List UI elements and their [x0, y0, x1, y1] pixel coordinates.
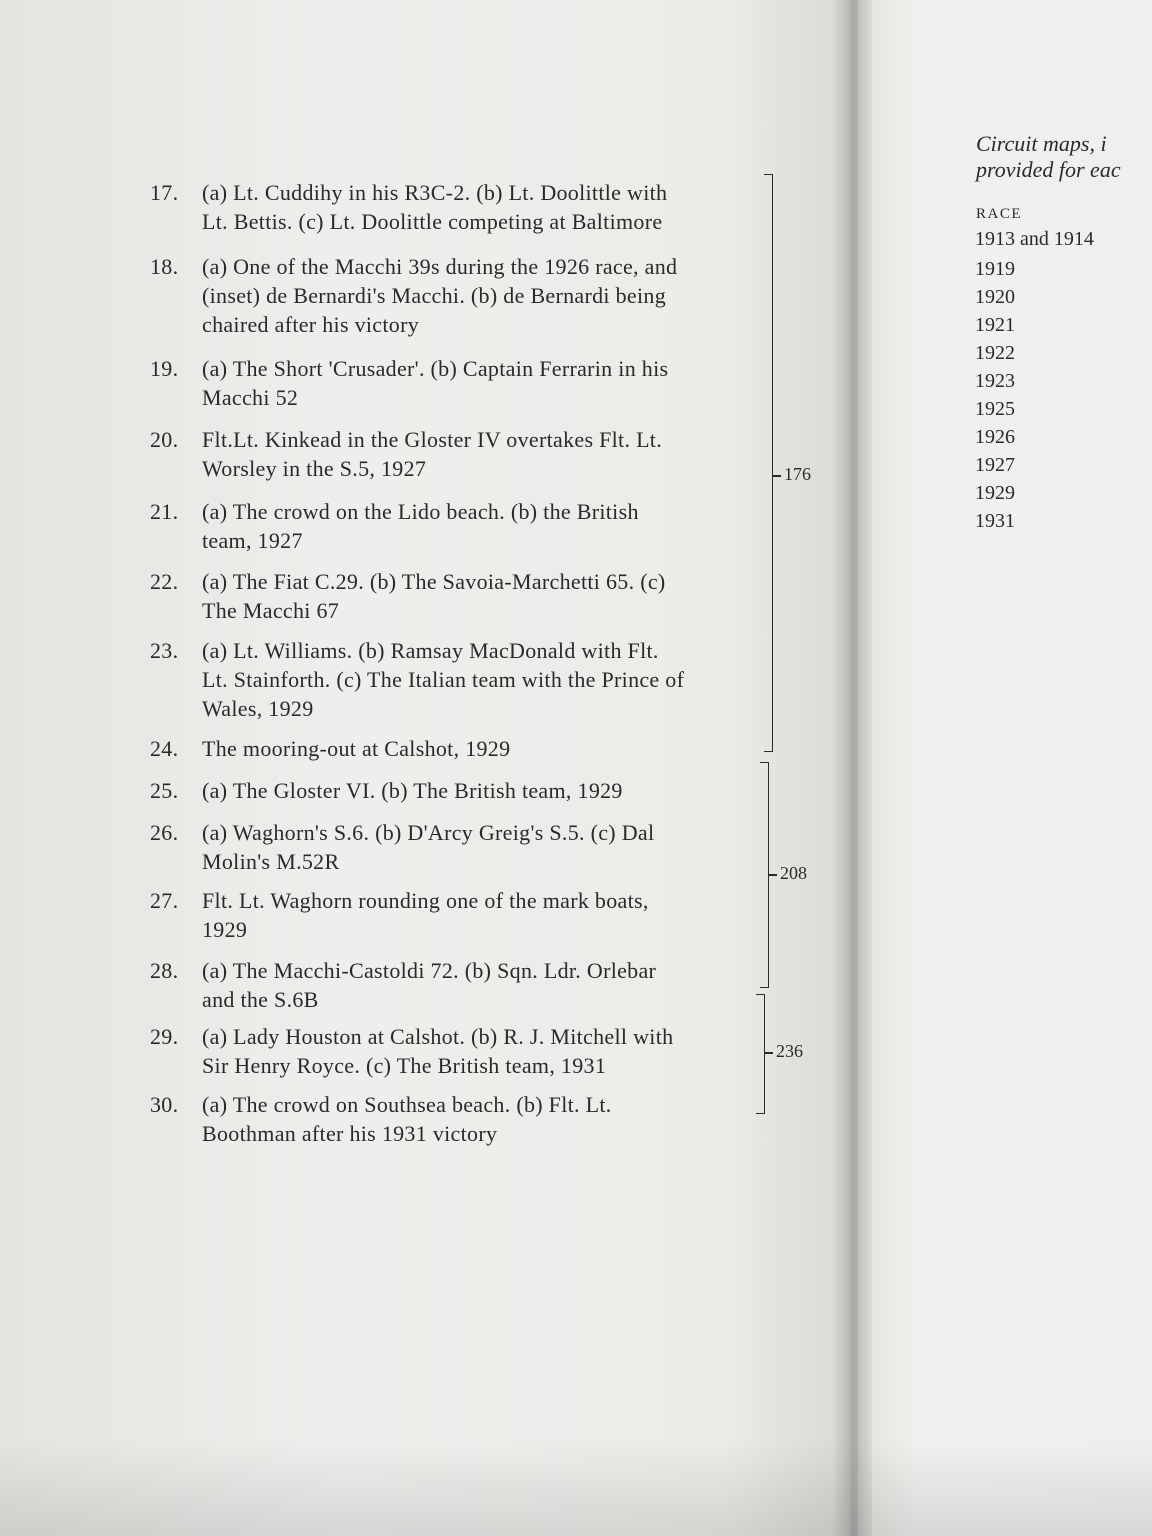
entry-22: [150, 567, 760, 625]
entry-line: (a) The Short 'Crusader'. (b) Captain Ferrarin in his: [202, 356, 669, 381]
entry-number: 29.: [150, 1024, 179, 1049]
entry-27: [150, 886, 760, 944]
entry-28: [150, 956, 760, 1014]
entry-number: 25.: [150, 778, 179, 803]
entry-number: 27.: [150, 888, 179, 913]
entry-number: 18.: [150, 254, 179, 279]
bracket-236: [756, 994, 765, 1114]
entry-line: The mooring-out at Calshot, 1929: [202, 736, 511, 761]
entry-line: Sir Henry Royce. (c) The British team, 1931: [202, 1053, 607, 1078]
race-column-label: RACE: [976, 206, 1023, 222]
page-ref-176: 176: [784, 464, 811, 484]
entry-line: chaired after his victory: [202, 312, 420, 337]
entry-line: (a) Waghorn's S.6. (b) D'Arcy Greig's S.5. (c) Dal: [202, 820, 655, 845]
entry-line: (a) Lt. Cuddihy in his R3C-2. (b) Lt. Doolittle with: [202, 180, 668, 205]
entry-24: [150, 734, 760, 763]
entry-line: and the S.6B: [202, 987, 319, 1012]
entry-line: (a) Lady Houston at Calshot. (b) R. J. Mitchell with: [202, 1024, 674, 1049]
entry-number: 28.: [150, 958, 179, 983]
entry-line: team, 1927: [202, 528, 303, 553]
entry-line: Molin's M.52R: [202, 849, 340, 874]
page-shadow: [0, 1440, 1152, 1536]
entry-number: 21.: [150, 499, 179, 524]
page-ref-236: 236: [776, 1041, 803, 1061]
race-year: 1925: [975, 398, 1015, 420]
race-year: 1926: [975, 426, 1015, 448]
race-year: 1929: [975, 482, 1015, 504]
entry-23: [150, 636, 760, 723]
entry-line: (a) The crowd on Southsea beach. (b) Flt. Lt.: [202, 1092, 612, 1117]
entry-number: 22.: [150, 569, 179, 594]
bracket-tick: [773, 475, 781, 477]
entry-line: (a) The Gloster VI. (b) The British team, 1929: [202, 778, 623, 803]
entry-25: [150, 776, 760, 805]
entry-line: Worsley in the S.5, 1927: [202, 456, 427, 481]
entry-number: 23.: [150, 638, 179, 663]
entry-line: (a) The Macchi-Castoldi 72. (b) Sqn. Ldr. Orlebar: [202, 958, 657, 983]
entry-29: [150, 1022, 760, 1080]
entry-number: 17.: [150, 180, 179, 205]
race-year: 1919: [975, 258, 1015, 280]
entry-line: Flt. Lt. Waghorn rounding one of the mark boats,: [202, 888, 649, 913]
entry-line: Lt. Stainforth. (c) The Italian team with the Prince of: [202, 667, 685, 692]
entry-line: (a) The Fiat C.29. (b) The Savoia-Marchetti 65. (c): [202, 569, 666, 594]
bracket-176: [764, 174, 773, 752]
race-year: 1922: [975, 342, 1015, 364]
race-year: 1927: [975, 454, 1015, 476]
entry-30: [150, 1090, 760, 1148]
entry-line: (a) The crowd on the Lido beach. (b) the British: [202, 499, 639, 524]
entry-21: [150, 497, 760, 555]
race-year: 1931: [975, 510, 1015, 532]
entry-line: (inset) de Bernardi's Macchi. (b) de Bernardi being: [202, 283, 666, 308]
entry-number: 20.: [150, 427, 179, 452]
bracket-tick: [769, 874, 777, 876]
entry-number: 26.: [150, 820, 179, 845]
entry-20: [150, 425, 760, 483]
entry-18: [150, 252, 760, 339]
bracket-208: [760, 762, 769, 988]
right-page-heading-line: provided for eac: [976, 157, 1121, 182]
entry-number: 30.: [150, 1092, 179, 1117]
bracket-tick: [765, 1052, 773, 1054]
race-year: 1913 and 1914: [975, 228, 1094, 250]
race-year: 1920: [975, 286, 1015, 308]
entry-line: Macchi 52: [202, 385, 299, 410]
entry-line: Flt.Lt. Kinkead in the Gloster IV overtakes Flt. Lt.: [202, 427, 663, 452]
entry-line: 1929: [202, 917, 248, 942]
entry-number: 19.: [150, 356, 179, 381]
entry-line: Lt. Bettis. (c) Lt. Doolittle competing at Baltimore: [202, 209, 663, 234]
entry-line: (a) Lt. Williams. (b) Ramsay MacDonald with Flt.: [202, 638, 659, 663]
entry-17: [150, 178, 760, 236]
entry-line: The Macchi 67: [202, 598, 340, 623]
race-year: 1923: [975, 370, 1015, 392]
race-year: 1921: [975, 314, 1015, 336]
entry-line: Boothman after his 1931 victory: [202, 1121, 498, 1146]
entry-number: 24.: [150, 736, 179, 761]
entry-line: (a) One of the Macchi 39s during the 1926 race, and: [202, 254, 678, 279]
entry-19: [150, 354, 760, 412]
book-gutter: [832, 0, 872, 1536]
entry-line: Wales, 1929: [202, 696, 314, 721]
right-page-heading-line: Circuit maps, i: [976, 131, 1107, 156]
page-ref-208: 208: [780, 863, 807, 883]
entry-26: [150, 818, 760, 876]
